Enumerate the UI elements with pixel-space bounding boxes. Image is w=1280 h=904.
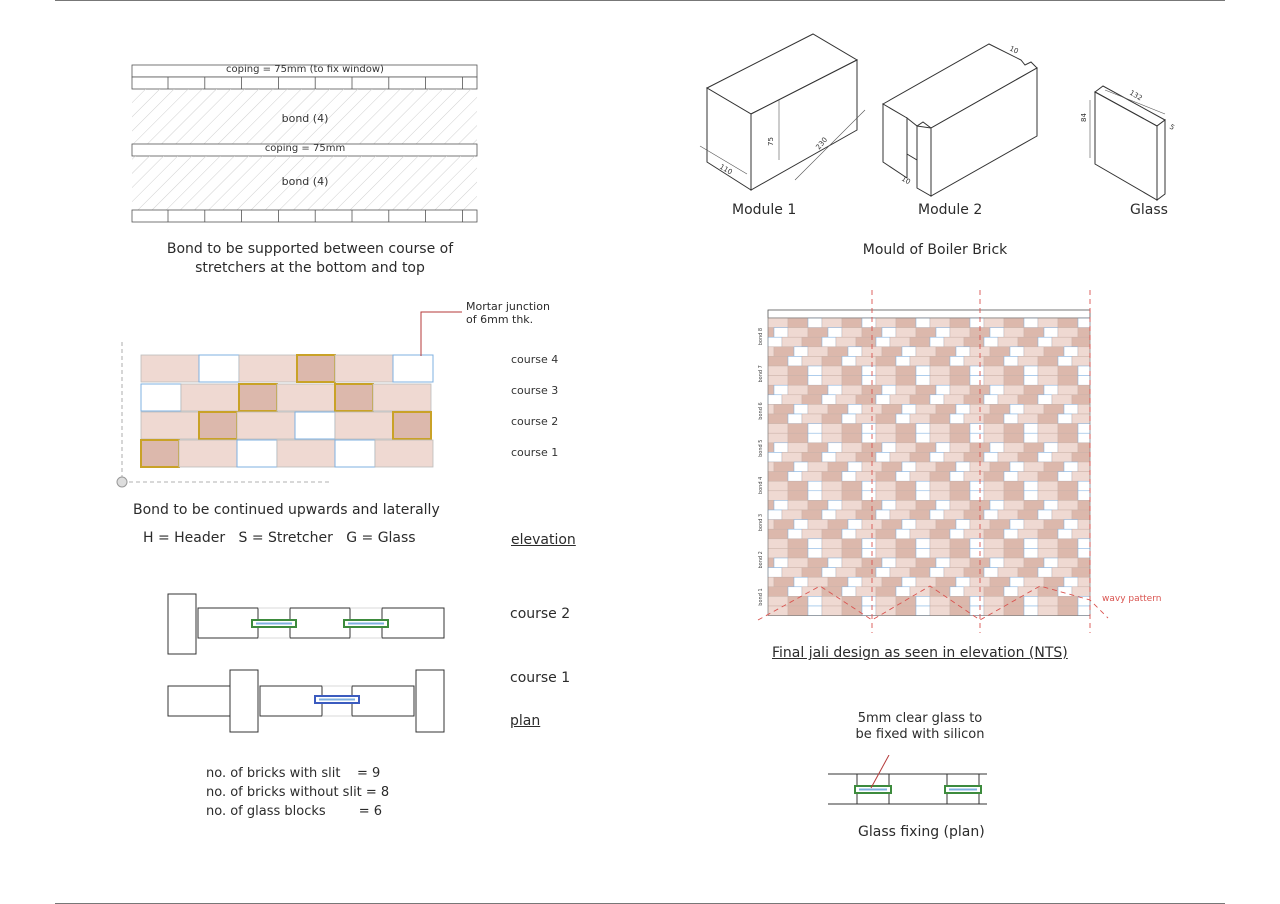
plan-drawing: [160, 588, 460, 736]
elevation-caption: Bond to be continued upwards and laterally: [133, 502, 440, 518]
dim-10-side-label: 10: [900, 174, 912, 187]
svg-text:bond 1: bond 1: [758, 588, 764, 606]
dim-5-label: 5: [1168, 122, 1176, 132]
svg-text:bond 8: bond 8: [758, 327, 764, 346]
bond-top-label: bond (4): [281, 112, 329, 125]
glass-fixing-caption: Glass fixing (plan): [858, 824, 985, 840]
glass-note: 5mm clear glass to be fixed with silicon: [855, 711, 985, 742]
dim-230-label: 230: [814, 135, 830, 152]
dim-84-label: 84: [1080, 113, 1088, 122]
jali-caption: Final jali design as seen in elevation (NTS): [772, 645, 1068, 661]
count-noslit: no. of bricks without slit = 8: [206, 785, 390, 800]
svg-text:bond 2: bond 2: [758, 551, 764, 569]
hsg-legend: H = Header S = Stretcher G = Glass: [143, 530, 416, 546]
count-slit: no. of bricks with slit = 9: [206, 766, 381, 781]
svg-text:bond 4: bond 4: [758, 476, 764, 495]
elev-course1-label: course 1: [511, 446, 559, 459]
mortar-junction-note: Mortar junction of 6mm thk.: [466, 300, 550, 326]
plan-view-label: plan: [510, 713, 541, 729]
mould-caption: Mould of Boiler Brick: [862, 242, 1008, 258]
elev-course3-label: course 3: [511, 384, 559, 397]
dim-10-top-label: 10: [1008, 44, 1020, 56]
elev-course2-label: course 2: [511, 415, 559, 428]
dim-75-label: 75: [767, 137, 775, 146]
coping-top-label: coping = 75mm (to fix window): [226, 64, 384, 75]
svg-text:bond 5: bond 5: [758, 439, 764, 457]
plan-course1-label: course 1: [510, 670, 571, 686]
dim-132-label: 132: [1128, 88, 1144, 103]
elevation-view-label: elevation: [511, 532, 576, 548]
elev-course4-label: course 4: [511, 353, 559, 366]
bond-bottom-label: bond (4): [281, 175, 329, 188]
plan-course2-label: course 2: [510, 606, 571, 622]
module1-label: Module 1: [732, 202, 797, 218]
count-glass: no. of glass blocks = 6: [206, 804, 383, 819]
jali-elevation-drawing: [750, 288, 1170, 633]
svg-text:bond 7: bond 7: [758, 365, 764, 383]
top-rule: [55, 0, 1225, 1]
bond-section-caption: Bond to be supported between course of stretchers at the bottom and top: [166, 241, 454, 276]
glass-fixing-drawing: [825, 755, 990, 815]
elevation-courses-drawing: [110, 300, 550, 500]
mould-drawing: [695, 30, 1195, 205]
svg-text:bond 3: bond 3: [758, 513, 764, 532]
module2-label: Module 2: [918, 202, 983, 218]
coping-mid-label: coping = 75mm: [264, 143, 346, 154]
glass-label: Glass: [1130, 202, 1168, 218]
dim-110-label: 110: [718, 162, 734, 177]
svg-text:bond 6: bond 6: [758, 402, 764, 420]
wavy-pattern-label: wavy pattern: [1102, 594, 1162, 604]
